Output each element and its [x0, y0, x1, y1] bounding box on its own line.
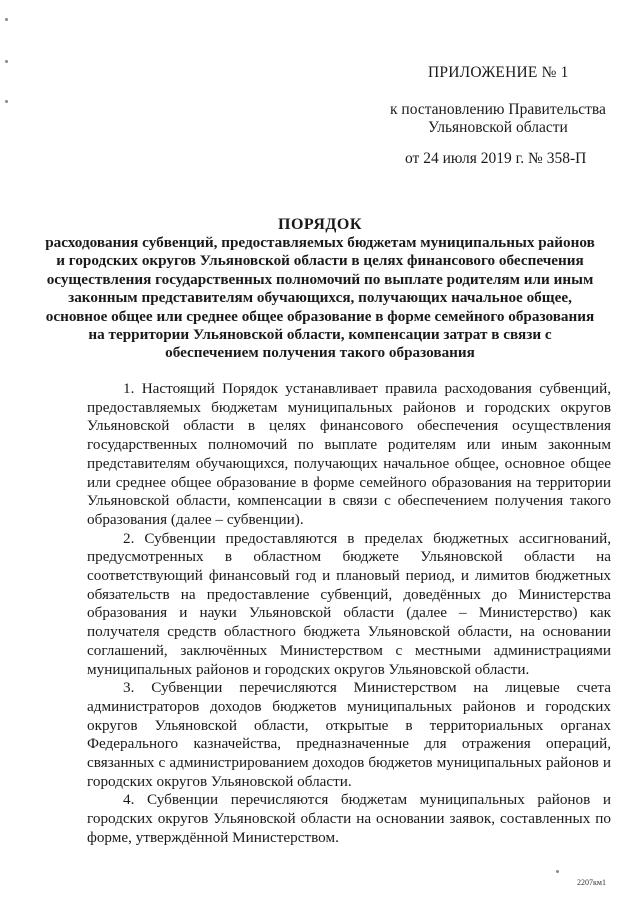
region-name: Ульяновской области: [428, 119, 568, 136]
paragraph-4: 4. Субвенции перечисляются бюджетам муниципальных районов и городских округов Ульяновской области на основании заявок, составленных по форме, утверждённой Министерством.: [87, 791, 611, 846]
scan-mark: [5, 100, 8, 103]
title-block: [0, 215, 640, 363]
document-title: ПОРЯДОК: [278, 216, 362, 233]
scan-mark: [556, 870, 559, 873]
appendix-title: ПРИЛОЖЕНИЕ № 1: [428, 64, 569, 81]
paragraph-1: 1. Настоящий Порядок устанавливает правила расходования субвенций, предоставляемых бюджетам муниципальных районов и городских округов Ульяновской области в целях финансового обеспечения осуществления государственных полномочий по выплате родителям или иным законным представителям обучающихся, получающих начальное общее, основное общее или среднее общее образование в форме семейного образования на территории Ульяновской области, компенсации в связи с обеспечением получения такого образования (далее – субвенции).: [87, 380, 611, 528]
footer-code: 2207км1: [577, 878, 606, 887]
body-text: [87, 380, 611, 848]
paragraph-2: 2. Субвенции предоставляются в пределах бюджетных ассигнований, предусмотренных в областном бюджете Ульяновской области на соответствующий финансовый год и плановый период, и лимитов бюджетных обязательств на предоставление субвенций, доведённых до Министерства образования и науки Ульяновской области (далее – Министерство) как получателя средств областного бюджета Ульяновской области, на основании соглашений, заключённых Министерством с местными администрациями муниципальных районов и городских округов Ульяновской области.: [87, 529, 611, 678]
paragraph-3: 3. Субвенции перечисляются Министерством на лицевые счета администраторов доходов бюджетов муниципальных районов и городских округов Ульяновской области, открытые в территориальных органах Федерального казначейства, предназначенные для отражения операций, связанных с администрированием доходов бюджетов муниципальных районов и городских округов Ульяновской области.: [87, 679, 611, 790]
scan-mark: [5, 60, 8, 63]
resolution-reference: к постановлению Правительства: [390, 101, 606, 118]
document-subtitle: расходования субвенций, предоставляемых бюджетам муниципальных районов и городских округов Ульяновской области в целях финансового обеспечения осуществления государственных полномочий по выплате родителям или иным законным представителям обучающихся, получающих начальное общее, основное общее или среднее общее образование в форме семейного образования на территории Ульяновской области, компенсации затрат в связи с обеспечением получения такого образования: [45, 234, 595, 362]
resolution-date: от 24 июля 2019 г. № 358-П: [405, 150, 587, 167]
scan-mark: [5, 18, 8, 21]
